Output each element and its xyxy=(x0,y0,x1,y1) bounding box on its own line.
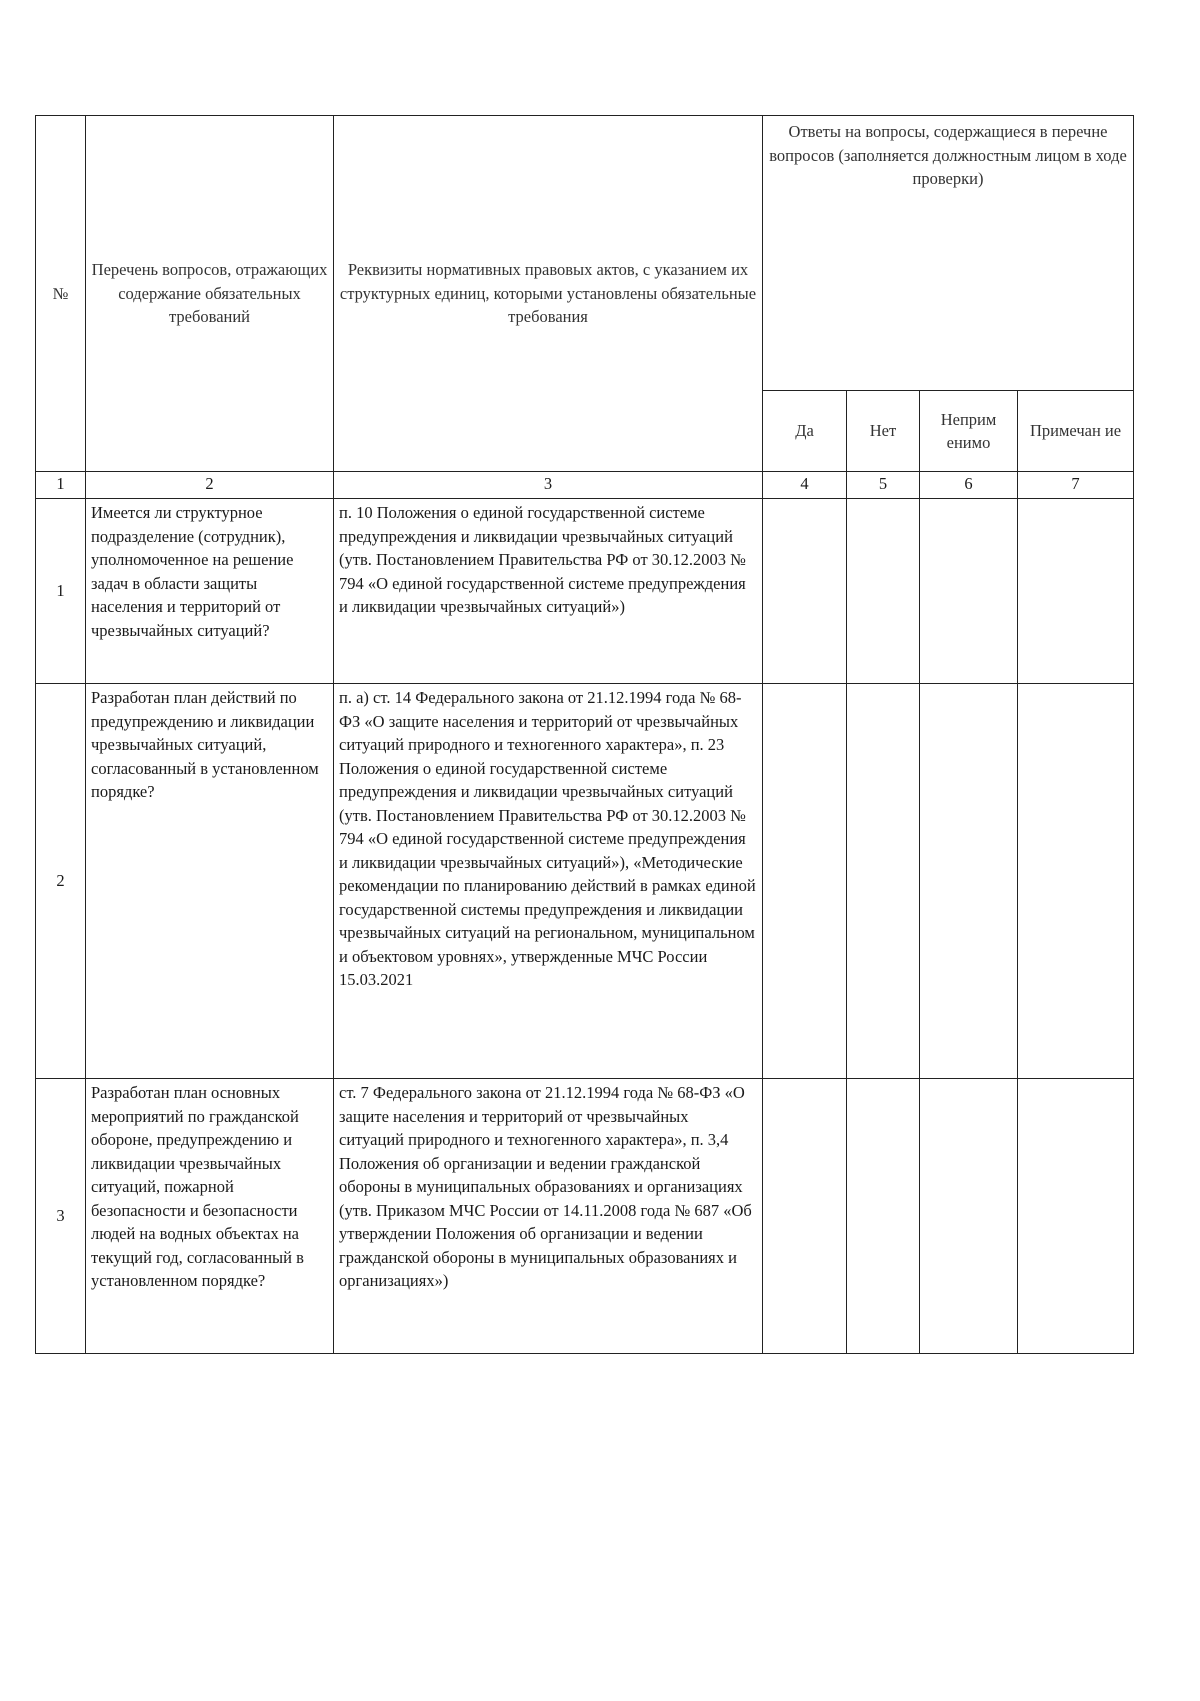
answer-not-applicable-cell[interactable] xyxy=(920,684,1018,1079)
answer-yes-cell[interactable] xyxy=(763,499,847,684)
header-not-applicable: Неприм енимо xyxy=(920,391,1018,472)
column-number: 4 xyxy=(763,472,847,499)
question-text: Разработан план основных мероприятий по гражданской обороне, предупреждению и ликвидации чрезвычайных ситуаций, пожарной безопасности и безопасности людей на водных объектах на текущий год, согласованный в установленном порядке? xyxy=(86,1079,334,1354)
column-number: 3 xyxy=(334,472,763,499)
column-number: 5 xyxy=(847,472,920,499)
column-number: 6 xyxy=(920,472,1018,499)
table-row xyxy=(36,1079,1134,1354)
row-number: 3 xyxy=(36,1079,86,1354)
legal-reference: п. 10 Положения о единой государственной системе предупреждения и ликвидации чрезвычайных ситуаций (утв. Постановлением Правительства РФ от 30.12.2003 № 794 «О единой государственной системе предупреждения и ликвидации чрезвычайных ситуаций») xyxy=(334,499,763,684)
checklist-sheet xyxy=(35,115,1133,1354)
table-row xyxy=(36,684,1134,1079)
answer-no-cell[interactable] xyxy=(847,499,920,684)
answer-note-cell[interactable] xyxy=(1018,684,1134,1079)
header-acts: Реквизиты нормативных правовых актов, с указанием их структурных единиц, которыми установлены обязательные требования xyxy=(334,116,763,472)
answer-no-cell[interactable] xyxy=(847,684,920,1079)
table-row xyxy=(36,499,1134,684)
legal-reference: п. а) ст. 14 Федерального закона от 21.12.1994 года № 68-ФЗ «О защите населения и территорий от чрезвычайных ситуаций природного и техногенного характера», п. 23 Положения о единой государственной системе предупреждения и ликвидации чрезвычайных ситуаций (утв. Постановлением Правительства РФ от 30.12.2003 № 794 «О единой государственной системе предупреждения и ликвидации чрезвычайных ситуаций»), «Методические рекомендации по планированию действий в рамках единой государственной системы предупреждения и ликвидации чрезвычайных ситуаций на региональном, муниципальном и объектовом уровнях», утвержденные МЧС России 15.03.2021 xyxy=(334,684,763,1079)
header-note: Примечан ие xyxy=(1018,391,1134,472)
checklist-table xyxy=(35,115,1134,1354)
answer-yes-cell[interactable] xyxy=(763,1079,847,1354)
header-no: Нет xyxy=(847,391,920,472)
column-numbers-row xyxy=(36,472,1134,499)
header-num: № xyxy=(36,116,86,472)
answer-yes-cell[interactable] xyxy=(763,684,847,1079)
row-number: 2 xyxy=(36,684,86,1079)
answer-not-applicable-cell[interactable] xyxy=(920,499,1018,684)
header-row-main xyxy=(36,116,1134,391)
column-number: 1 xyxy=(36,472,86,499)
header-yes: Да xyxy=(763,391,847,472)
column-number: 2 xyxy=(86,472,334,499)
header-questions: Перечень вопросов, отражающих содержание обязательных требований xyxy=(86,116,334,472)
question-text: Имеется ли структурное подразделение (сотрудник), уполномоченное на решение задач в области защиты населения и территорий от чрезвычайных ситуаций? xyxy=(86,499,334,684)
column-number: 7 xyxy=(1018,472,1134,499)
answer-not-applicable-cell[interactable] xyxy=(920,1079,1018,1354)
answer-note-cell[interactable] xyxy=(1018,499,1134,684)
legal-reference: ст. 7 Федерального закона от 21.12.1994 года № 68-ФЗ «О защите населения и территорий от чрезвычайных ситуаций природного и техногенного характера», п. 3,4 Положения об организации и ведении гражданской обороны в муниципальных образованиях и организациях (утв. Приказом МЧС России от 14.11.2008 года № 687 «Об утверждении Положения об организации и ведении гражданской обороны в муниципальных образованиях и организациях») xyxy=(334,1079,763,1354)
question-text: Разработан план действий по предупреждению и ликвидации чрезвычайных ситуаций, согласованный в установленном порядке? xyxy=(86,684,334,1079)
answer-no-cell[interactable] xyxy=(847,1079,920,1354)
row-number: 1 xyxy=(36,499,86,684)
header-answers-group: Ответы на вопросы, содержащиеся в перечне вопросов (заполняется должностным лицом в ходе проверки) xyxy=(763,116,1134,391)
answer-note-cell[interactable] xyxy=(1018,1079,1134,1354)
